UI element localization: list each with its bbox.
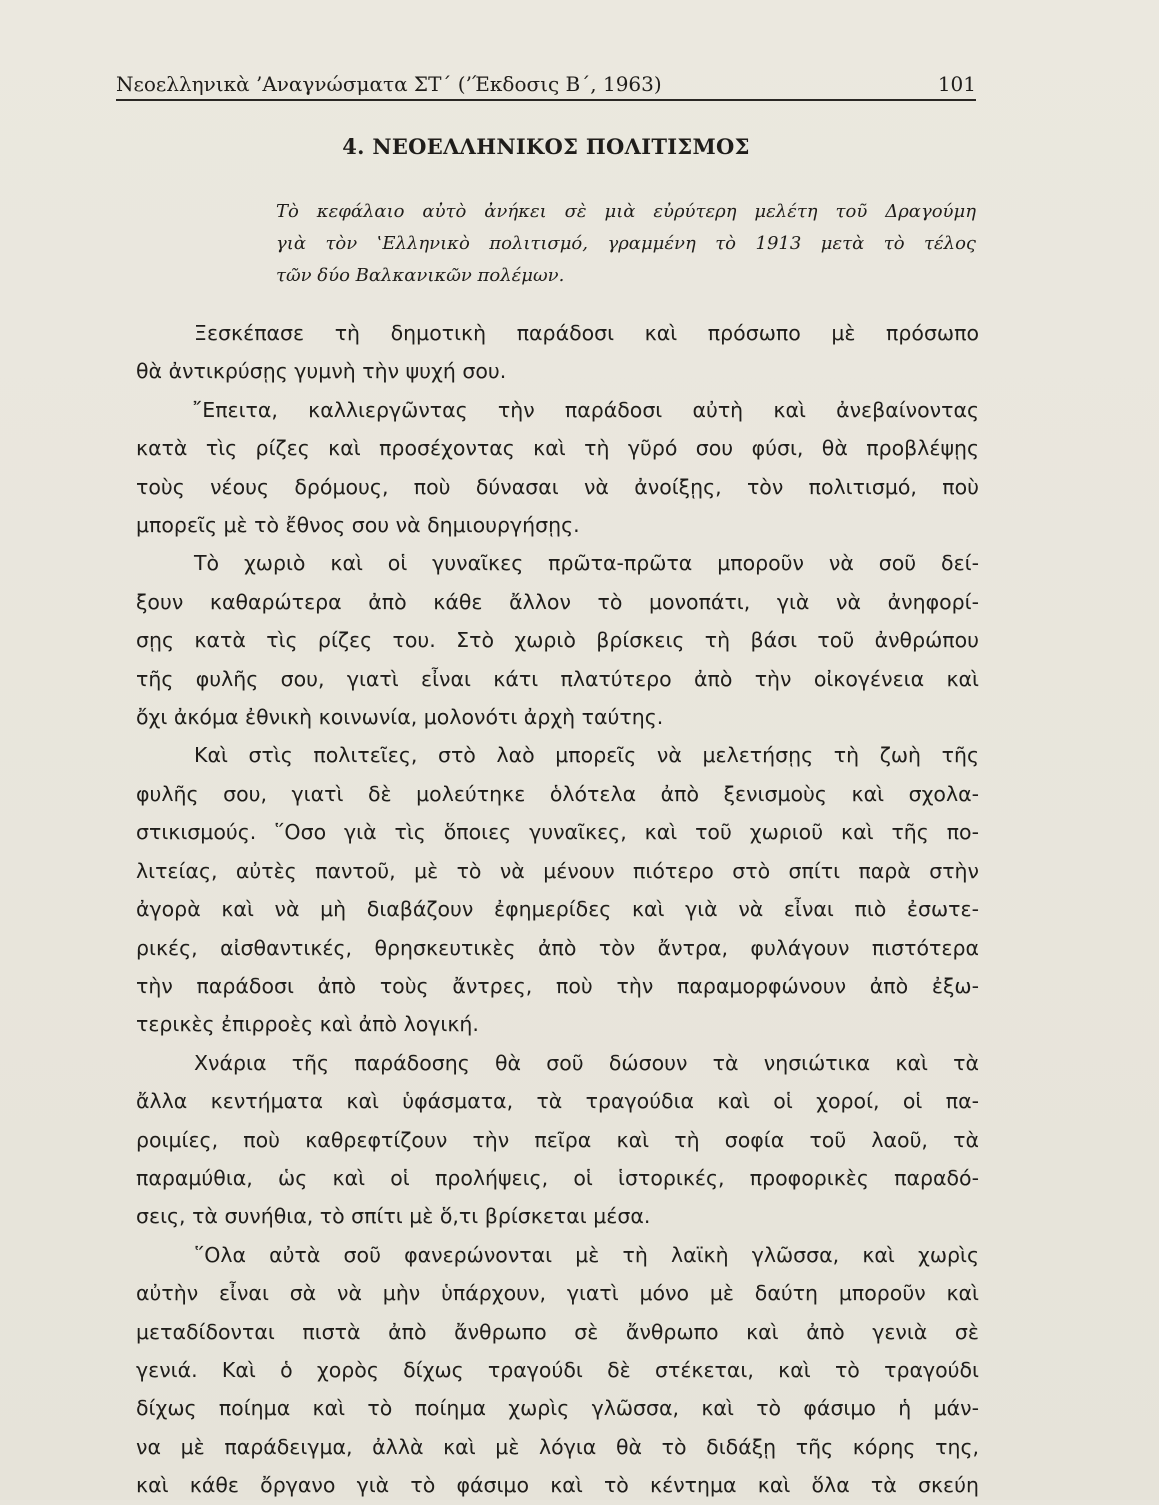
text-line: τοὺς νέους δρόμους, ποὺ δύνασαι νὰ ἀνοίξῃς, τὸν πολιτισμό, ποὺ [136, 474, 979, 499]
text-line: μεταδίδονται πιστὰ ἀπὸ ἄνθρωπο σὲ ἄνθρωπο καὶ ἀπὸ γενιὰ σὲ [136, 1319, 979, 1344]
text-line: ῎Επειτα, καλλιεργῶντας τὴν παράδοσι αὐτὴ καὶ ἀνεβαίνοντας [192, 397, 979, 422]
paragraph [136, 391, 979, 545]
text-line: σῃς κατὰ τὶς ρίζες του. Στὸ χωριὸ βρίσκεις τὴ βάσι τοῦ ἀνθρώπου [136, 628, 979, 653]
text-line: Ξεσκέπασε τὴ δημοτικὴ παράδοσι καὶ πρόσωπο μὲ πρόσωπο [194, 321, 979, 345]
text-line: ροιμίες, ποὺ καθρεφτίζουν τὴν πεῖρα καὶ τὴ σοφία τοῦ λαοῦ, τὰ [136, 1127, 979, 1152]
text-line: στικισμούς. ῞Οσο γιὰ τὶς ὅποιες γυναῖκες, καὶ τοῦ χωριοῦ καὶ τῆς πο- [136, 820, 979, 845]
text-line: ὄχι ἀκόμα ἐθνικὴ κοινωνία, μολονότι ἀρχὴ ταύτης. [136, 705, 664, 730]
text-line: σεις, τὰ συνήθια, τὸ σπίτι μὲ ὅ,τι βρίσκεται μέσα. [136, 1204, 651, 1229]
text-line: ρικές, αἰσθαντικές, θρησκευτικὲς ἀπὸ τὸν ἄντρα, φυλάγουν πιστότερα [136, 935, 979, 960]
paragraph [136, 314, 979, 391]
chapter-title: 4. ΝΕΟΕΛΛΗΝΙΚΟΣ ΠΟΛΙΤΙΣΜΟΣ [342, 134, 750, 159]
page-number: 101 [937, 72, 976, 96]
text-line: αὐτὴν εἶναι σὰ νὰ μὴν ὑπάρχουν, γιατὶ μόνο μὲ δαύτη μποροῦν καὶ [136, 1281, 979, 1306]
text-line: παραμύθια, ὡς καὶ οἱ προλήψεις, οἱ ἱστορικές, προφορικὲς παραδό- [136, 1165, 979, 1190]
text-line: δίχως ποίημα καὶ τὸ ποίημα χωρὶς γλῶσσα, καὶ τὸ φάσιμο ἡ μάν- [136, 1396, 979, 1421]
body-text [136, 314, 979, 1505]
text-line: ξουν καθαρώτερα ἀπὸ κάθε ἄλλον τὸ μονοπάτι, γιὰ νὰ ἀνηφορί- [136, 589, 979, 614]
text-line: ἄλλα κεντήματα καὶ ὑφάσματα, τὰ τραγούδια καὶ οἱ χοροί, οἱ πα- [136, 1089, 979, 1114]
text-line: λιτείας, αὐτὲς παντοῦ, μὲ τὸ νὰ μένουν πιότερο στὸ σπίτι παρὰ στὴν [136, 858, 979, 883]
text-line: Χνάρια τῆς παράδοσης θὰ σοῦ δώσουν τὰ νησιώτικα καὶ τὰ [194, 1050, 979, 1075]
text-line: φυλῆς σου, γιατὶ δὲ μολεύτηκε ὁλότελα ἀπὸ ξενισμοὺς καὶ σχολα- [136, 781, 979, 806]
running-title: Νεοελληνικὰ ’Αναγνώσματα ΣΤ΄ (’Έκδοσις Β΄, 1963) [116, 72, 662, 96]
intro-line: τῶν δύο Βαλκανικῶν πολέμων. [276, 265, 565, 286]
text-line: Καὶ στὶς πολιτεῖες, στὸ λαὸ μπορεῖς νὰ μελετήσῃς τὴ ζωὴ τῆς [194, 743, 979, 768]
text-line: ῞Ολα αὐτὰ σοῦ φανερώνονται μὲ τὴ λαϊκὴ γλῶσσα, καὶ χωρὶς [194, 1242, 979, 1267]
text-line: τερικὲς ἐπιρροὲς καὶ ἀπὸ λογική. [136, 1012, 479, 1037]
text-line: καὶ κάθε ὄργανο γιὰ τὸ φάσιμο καὶ τὸ κέντημα καὶ ὅλα τὰ σκεύη [136, 1473, 979, 1498]
running-head [116, 62, 976, 96]
intro-line: γιὰ τὸν ‛Ελληνικὸ πολιτισμό, γραμμένη τὸ 1913 μετὰ τὸ τέλος [276, 233, 976, 254]
text-line: να μὲ παράδειγμα, ἀλλὰ καὶ μὲ λόγια θὰ τὸ διδάξῃ τῆς κόρης της, [136, 1434, 979, 1459]
text-line: γενιά. Καὶ ὁ χορὸς δίχως τραγούδι δὲ στέκεται, καὶ τὸ τραγούδι [136, 1357, 979, 1382]
text-line: θὰ ἀντικρύσῃς γυμνὴ τὴν ψυχή σου. [136, 359, 507, 384]
text-line: κατὰ τὶς ρίζες καὶ προσέχοντας καὶ τὴ γῦρό σου φύσι, θὰ προβλέψῃς [136, 436, 979, 461]
text-line: τῆς φυλῆς σου, γιατὶ εἶναι κάτι πλατύτερο ἀπὸ τὴν οἰκογένεια καὶ [136, 666, 979, 691]
text-line: ἀγορὰ καὶ νὰ μὴ διαβάζουν ἐφημερίδες καὶ γιὰ νὰ εἶναι πιὸ ἐσωτε- [136, 897, 979, 922]
chapter-intro [276, 196, 976, 292]
paragraph [136, 736, 979, 1043]
text-line: μπορεῖς μὲ τὸ ἔθνος σου νὰ δημιουργήσῃς. [136, 513, 580, 538]
text-line: Τὸ χωριὸ καὶ οἱ γυναῖκες πρῶτα-πρῶτα μποροῦν νὰ σοῦ δεί- [194, 551, 979, 576]
intro-line: Τὸ κεφάλαιο αὐτὸ ἀνήκει σὲ μιὰ εὐρύτερη μελέτη τοῦ Δραγούμη [276, 201, 976, 222]
paragraph [136, 1044, 979, 1236]
paragraph [136, 544, 979, 736]
text-line: τὴν παράδοσι ἀπὸ τοὺς ἄντρες, ποὺ τὴν παραμορφώνουν ἀπὸ ἐξω- [136, 973, 979, 998]
paragraph [136, 1236, 979, 1505]
header-rule [116, 99, 976, 101]
